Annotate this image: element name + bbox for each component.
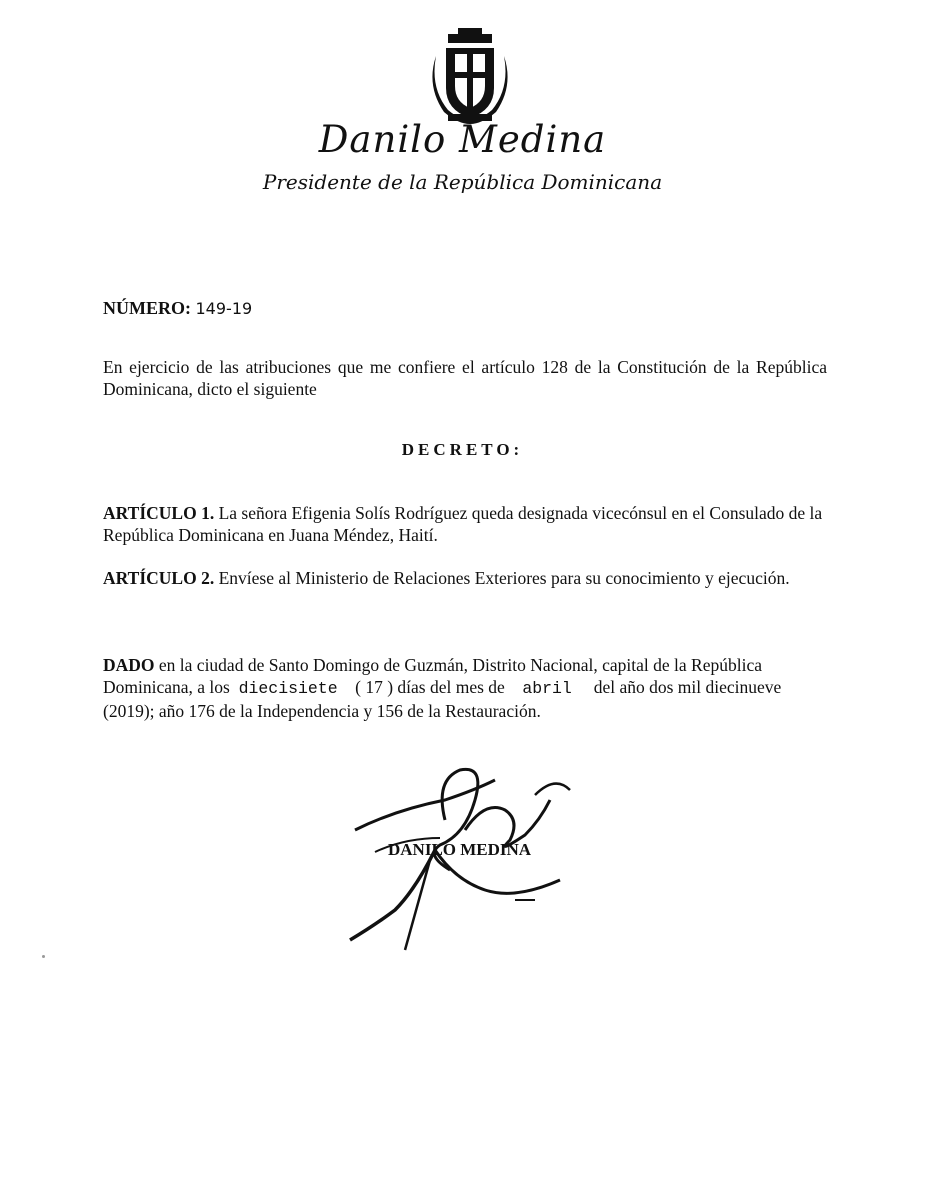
- article-2-label: ARTÍCULO 2.: [103, 568, 215, 588]
- article-1: [103, 502, 827, 546]
- dado-label: DADO: [103, 655, 155, 675]
- dado-text-2: días del mes de: [397, 677, 505, 697]
- president-title: Presidente de la República Dominicana: [262, 170, 663, 194]
- decree-heading: DECRETO:: [401, 440, 524, 459]
- article-1-text: La señora Efigenia Solís Rodríguez queda designada vicecónsul en el Consulado de la República Dominicana en Juana Méndez, Haití.: [103, 503, 823, 545]
- scan-speck: [42, 955, 45, 958]
- decree-number: [103, 297, 827, 320]
- article-1-label: ARTÍCULO 1.: [103, 503, 215, 523]
- article-2: [103, 567, 827, 589]
- coat-of-arms-seal: [418, 26, 522, 130]
- handwritten-signature: [335, 760, 595, 960]
- president-name: Danilo Medina: [318, 118, 607, 161]
- decree-intro: En ejercicio de las atribuciones que me confiere el artículo 128 de la Constitución de la República Dominicana, dicto el siguiente: [103, 357, 827, 399]
- signature-name: DANILO MEDINA: [388, 840, 532, 859]
- dado-paragraph: [103, 654, 827, 722]
- dado-text-3: del año dos mil diecinueve (2019); año 176 de la Independencia y 156 de la Restauración.: [103, 677, 782, 721]
- dado-day-number: ( 17 ): [355, 677, 394, 697]
- decree-number-label: NÚMERO:: [103, 298, 191, 318]
- dado-text-1: en la ciudad de Santo Domingo de Guzmán, Distrito Nacional, capital de la República Dominicana, a los: [103, 655, 762, 697]
- article-2-text: Envíese al Ministerio de Relaciones Exteriores para su conocimiento y ejecución.: [218, 568, 790, 588]
- dado-day-words: diecisiete: [238, 679, 338, 698]
- dado-month: abril: [522, 679, 572, 698]
- decree-number-value: 149-19: [195, 299, 253, 318]
